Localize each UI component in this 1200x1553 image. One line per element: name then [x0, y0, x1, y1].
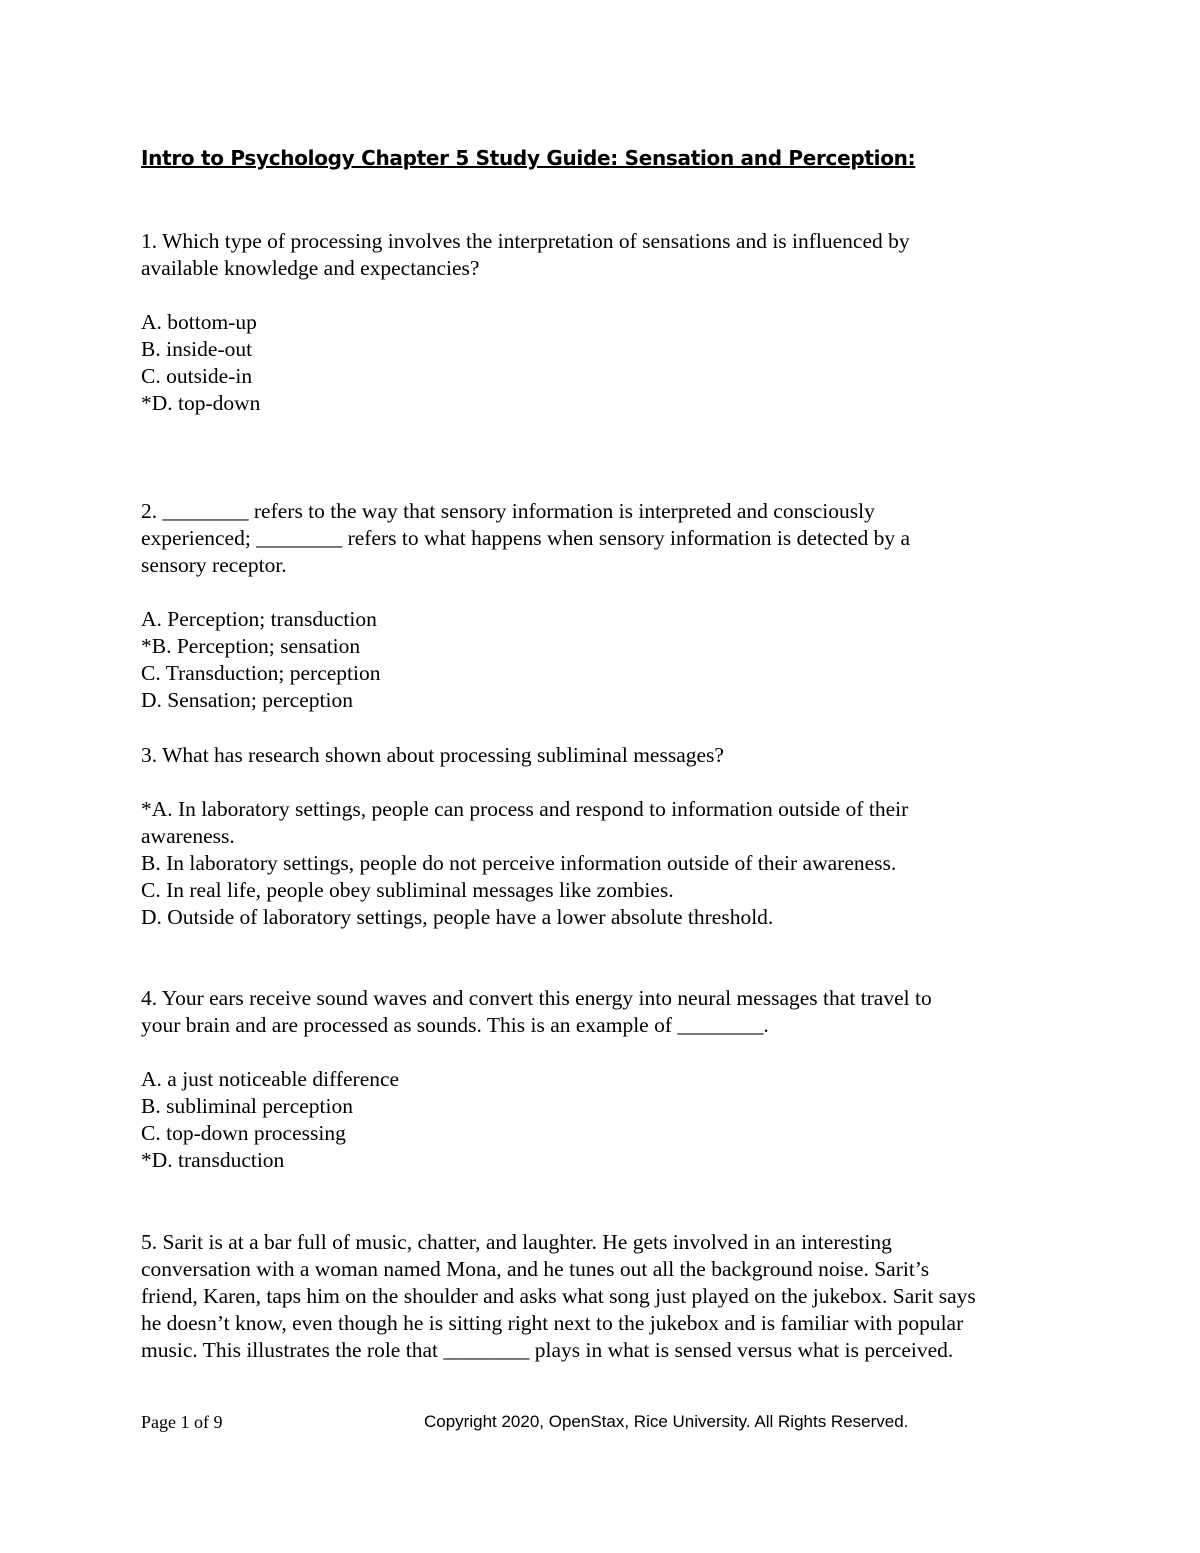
question-3-option-a-continued: awareness.	[141, 824, 235, 848]
question-3-option-d: D. Outside of laboratory settings, people have a lower absolute threshold.	[141, 905, 774, 929]
question-5-text-line-5: music. This illustrates the role that ________ plays in what is sensed versus what is perceived.	[141, 1338, 954, 1362]
question-1-text-line-1: 1. Which type of processing involves the interpretation of sensations and is influenced by	[141, 229, 910, 253]
question-3-option-c: C. In real life, people obey subliminal messages like zombies.	[141, 878, 674, 902]
question-2-option-b: *B. Perception; sensation	[141, 634, 361, 658]
question-3-option-b: B. In laboratory settings, people do not perceive information outside of their awareness.	[141, 851, 897, 875]
question-3-text-line-1: 3. What has research shown about processing subliminal messages?	[141, 743, 724, 767]
question-2-text-line-1: 2. ________ refers to the way that sensory information is interpreted and consciously	[141, 499, 875, 523]
copyright-notice: Copyright 2020, OpenStax, Rice University. All Rights Reserved.	[424, 1412, 909, 1431]
question-1-text-line-2: available knowledge and expectancies?	[141, 256, 480, 280]
question-4-text-line-2: your brain and are processed as sounds. This is an example of ________.	[141, 1013, 769, 1037]
question-2-option-a: A. Perception; transduction	[141, 607, 377, 631]
question-5-text-line-3: friend, Karen, taps him on the shoulder and asks what song just played on the jukebox. Sarit says	[141, 1284, 976, 1308]
question-4-option-a: A. a just noticeable difference	[141, 1067, 400, 1091]
page-number: Page 1 of 9	[141, 1412, 223, 1432]
question-1-option-b: B. inside-out	[141, 337, 253, 361]
question-2-option-c: C. Transduction; perception	[141, 661, 381, 685]
page-title: Intro to Psychology Chapter 5 Study Guide: Sensation and Perception:	[141, 146, 916, 170]
question-1-option-a: A. bottom-up	[141, 310, 257, 334]
question-2-option-d: D. Sensation; perception	[141, 688, 353, 712]
question-4-option-d: *D. transduction	[141, 1148, 285, 1172]
question-5-text-line-4: he doesn’t know, even though he is sitting right next to the jukebox and is familiar with popular	[141, 1311, 964, 1335]
question-1-option-c: C. outside-in	[141, 364, 253, 388]
question-4-text-line-1: 4. Your ears receive sound waves and convert this energy into neural messages that travel to	[141, 986, 932, 1010]
question-1-option-d: *D. top-down	[141, 391, 261, 415]
question-5-text-line-2: conversation with a woman named Mona, and he tunes out all the background noise. Sarit’s	[141, 1257, 930, 1281]
question-4-option-c: C. top-down processing	[141, 1121, 346, 1145]
question-2-text-line-2: experienced; ________ refers to what happens when sensory information is detected by a	[141, 526, 910, 550]
question-5-text-line-1: 5. Sarit is at a bar full of music, chatter, and laughter. He gets involved in an interesting	[141, 1230, 892, 1254]
question-4-option-b: B. subliminal perception	[141, 1094, 353, 1118]
question-3-option-a: *A. In laboratory settings, people can process and respond to information outside of their	[141, 797, 909, 821]
question-2-text-line-3: sensory receptor.	[141, 553, 287, 577]
